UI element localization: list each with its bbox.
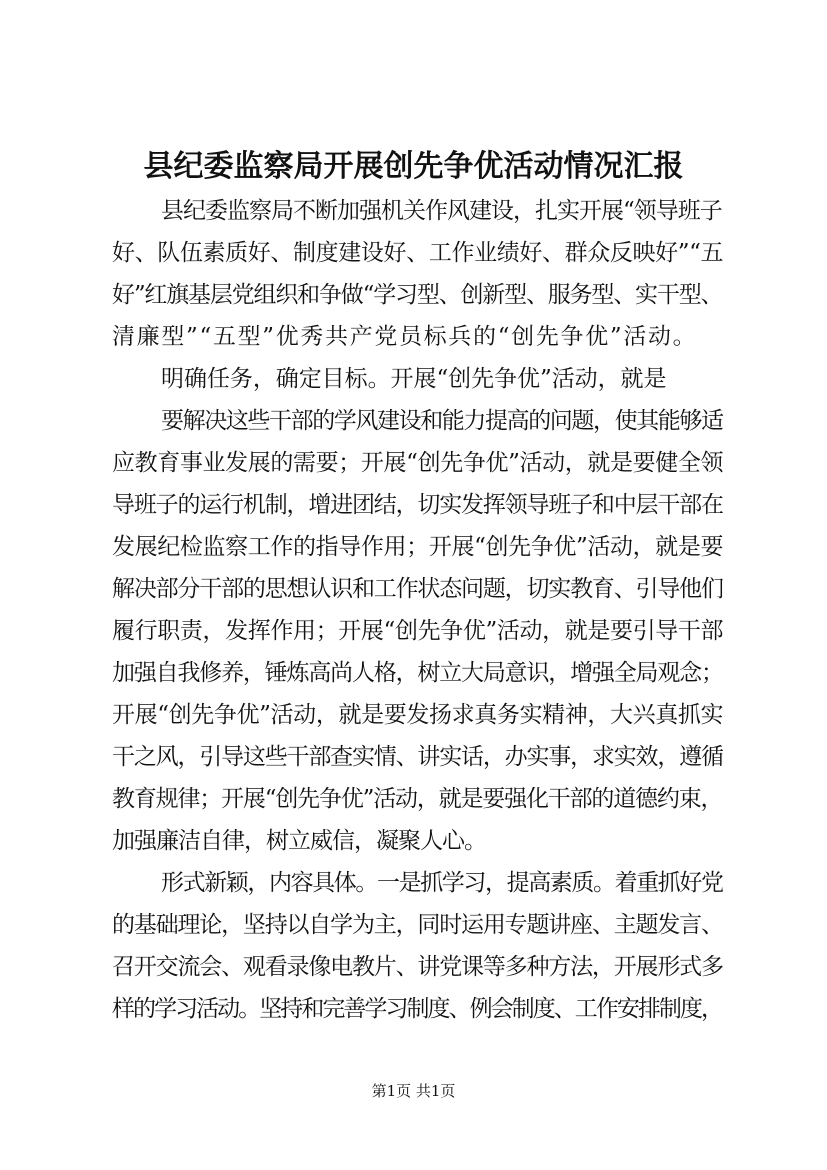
- text-line: 清廉型”“五型”优秀共产党员标兵的“创先争优”活动。: [112, 324, 698, 350]
- text-line: 干之风，引导这些干部查实情、讲实话，办实事，求实效，遵循: [112, 744, 723, 770]
- text-line: 应教育事业发展的需要；开展“创先争优”活动，就是要健全领: [112, 450, 724, 476]
- text-line: 样的学习活动。坚持和完善学习制度、例会制度、工作安排制度，: [112, 996, 723, 1022]
- text-line: 履行职责，发挥作用；开展“创先争优”活动，就是要引导干部: [112, 618, 724, 644]
- text-line: 解决部分干部的思想认识和工作状态问题，切实教育、引导他们: [112, 576, 723, 602]
- text-line: 加强廉洁自律，树立威信，凝聚人心。: [112, 828, 486, 854]
- text-line: 发展纪检监察工作的指导作用；开展“创先争优”活动，就是要: [112, 534, 724, 560]
- text-line: 明确任务，确定目标。开展“创先争优”活动，就是: [161, 366, 667, 392]
- text-line: 开展“创先争优”活动，就是要发扬求真务实精神，大兴真抓实: [112, 702, 724, 728]
- text-line: 形式新颖，内容具体。一是抓学习，提高素质。着重抓好党: [161, 870, 723, 896]
- text-line: 召开交流会、观看录像电教片、讲党课等多种方法，开展形式多: [112, 954, 723, 980]
- text-line: 加强自我修养，锤炼高尚人格，树立大局意识，增强全局观念；: [112, 660, 723, 686]
- text-line: 好、队伍素质好、制度建设好、工作业绩好、群众反映好”“五: [112, 240, 724, 266]
- text-line: 的基础理论，坚持以自学为主，同时运用专题讲座、主题发言、: [112, 912, 723, 938]
- text-line: 好”红旗基层党组织和争做“学习型、创新型、服务型、实干型、: [112, 282, 723, 308]
- text-line: 县纪委监察局不断加强机关作风建设，扎实开展“领导班子: [161, 198, 722, 224]
- text-line: 导班子的运行机制，增进团结，切实发挥领导班子和中层干部在: [112, 492, 723, 518]
- text-line: 要解决这些干部的学风建设和能力提高的问题，使其能够适: [161, 408, 723, 434]
- page-number: 第1页 共1页: [371, 1082, 456, 1100]
- document-title: 县纪委监察局开展创先争优活动情况汇报: [143, 149, 684, 184]
- text-line: 教育规律；开展“创先争优”活动，就是要强化干部的道德约束，: [112, 786, 723, 812]
